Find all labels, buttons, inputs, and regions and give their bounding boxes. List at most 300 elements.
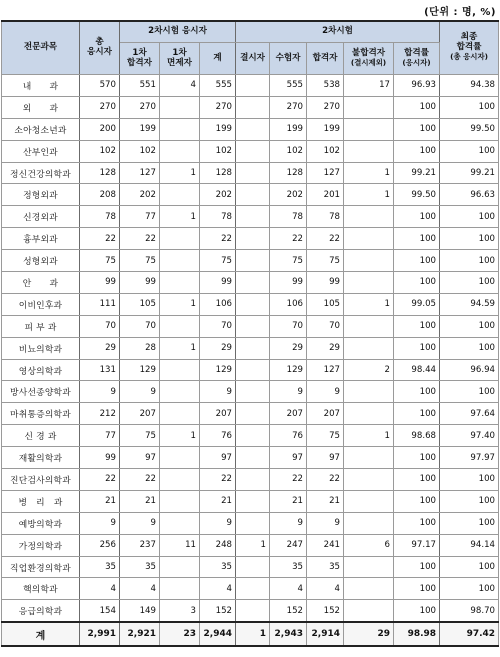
first-exempt-cell: 1 <box>160 337 200 359</box>
absent-cell <box>236 75 270 97</box>
pass-rate-cell: 100 <box>394 272 440 294</box>
total-applicants-cell: 78 <box>80 206 120 228</box>
absent-cell <box>236 447 270 469</box>
total-applicants-cell: 29 <box>80 337 120 359</box>
first-passed-cell: 77 <box>120 206 160 228</box>
first-exempt-cell <box>160 250 200 272</box>
passed-cell: 75 <box>307 250 344 272</box>
table-row <box>2 600 499 622</box>
pass-rate-cell: 99.50 <box>394 184 440 206</box>
table-row <box>2 447 499 469</box>
failed-cell <box>344 447 394 469</box>
pass-rate-cell: 100 <box>394 381 440 403</box>
header-second-applicants-group: 2차시험 응시자 <box>120 21 236 43</box>
absent-cell <box>236 250 270 272</box>
final-rate-cell: 94.59 <box>440 293 499 315</box>
department-cell: 내 과 <box>2 75 80 97</box>
failed-cell: 6 <box>344 534 394 556</box>
first-passed-cell: 199 <box>120 118 160 140</box>
absent-cell <box>236 578 270 600</box>
pass-rate-cell: 100 <box>394 469 440 491</box>
failed-cell: 1 <box>344 293 394 315</box>
table-row <box>2 315 499 337</box>
first-exempt-cell <box>160 556 200 578</box>
header-absent: 결시자 <box>236 43 270 75</box>
failed-cell <box>344 469 394 491</box>
absent-cell: 1 <box>236 534 270 556</box>
first-exempt-cell <box>160 512 200 534</box>
department-cell: 병 리 과 <box>2 490 80 512</box>
first-passed-cell: 21 <box>120 490 160 512</box>
examinees-cell: 22 <box>270 469 307 491</box>
total-applicants-cell: 4 <box>80 578 120 600</box>
header-specialty: 전문과목 <box>2 21 80 75</box>
pass-rate-cell: 100 <box>394 490 440 512</box>
examinees-cell: 247 <box>270 534 307 556</box>
final-rate-cell: 100 <box>440 96 499 118</box>
department-cell: 방사선종양학과 <box>2 381 80 403</box>
subtotal-cell: 9 <box>200 381 236 403</box>
subtotal-cell: 202 <box>200 184 236 206</box>
department-cell: 비뇨의학과 <box>2 337 80 359</box>
absent-cell <box>236 469 270 491</box>
pass-rate-cell: 100 <box>394 206 440 228</box>
total-applicants-cell: 21 <box>80 490 120 512</box>
absent-cell <box>236 293 270 315</box>
exam-results-table <box>1 20 499 647</box>
passed-cell: 127 <box>307 359 344 381</box>
total-row <box>2 622 499 646</box>
first-passed-cell: 270 <box>120 96 160 118</box>
absent-cell <box>236 337 270 359</box>
department-cell: 영상의학과 <box>2 359 80 381</box>
pass-rate-cell: 100 <box>394 578 440 600</box>
subtotal-cell: 75 <box>200 250 236 272</box>
final-rate-cell: 100 <box>440 490 499 512</box>
first-exempt-cell <box>160 272 200 294</box>
final-rate-cell: 99.50 <box>440 118 499 140</box>
final-rate-cell: 94.14 <box>440 534 499 556</box>
failed-cell <box>344 272 394 294</box>
first-exempt-cell: 1 <box>160 206 200 228</box>
table-row <box>2 359 499 381</box>
final-rate-cell: 96.94 <box>440 359 499 381</box>
final-rate-cell: 100 <box>440 206 499 228</box>
final-rate-cell: 100 <box>440 381 499 403</box>
final-rate-cell: 94.38 <box>440 75 499 97</box>
department-cell: 성형외과 <box>2 250 80 272</box>
pass-rate-cell: 100 <box>394 315 440 337</box>
department-cell: 신경외과 <box>2 206 80 228</box>
first-exempt-cell <box>160 228 200 250</box>
total-applicants-cell: 9 <box>80 381 120 403</box>
subtotal-cell: 97 <box>200 447 236 469</box>
absent-cell <box>236 206 270 228</box>
first-passed-cell: 129 <box>120 359 160 381</box>
total-applicants-cell: 70 <box>80 315 120 337</box>
examinees-cell: 78 <box>270 206 307 228</box>
examinees-cell: 9 <box>270 512 307 534</box>
first-passed-cell: 237 <box>120 534 160 556</box>
pass-rate-cell: 100 <box>394 118 440 140</box>
examinees-cell: 207 <box>270 403 307 425</box>
failed-cell <box>344 118 394 140</box>
first-exempt-cell: 23 <box>160 622 200 646</box>
total-applicants-cell: 154 <box>80 600 120 622</box>
examinees-cell: 102 <box>270 140 307 162</box>
department-cell: 계 <box>2 622 80 646</box>
failed-cell <box>344 315 394 337</box>
total-applicants-cell: 75 <box>80 250 120 272</box>
passed-cell: 21 <box>307 490 344 512</box>
header-examinees: 수험자 <box>270 43 307 75</box>
department-cell: 응급의학과 <box>2 600 80 622</box>
passed-cell: 102 <box>307 140 344 162</box>
total-applicants-cell: 99 <box>80 447 120 469</box>
subtotal-cell: 102 <box>200 140 236 162</box>
failed-cell <box>344 403 394 425</box>
examinees-cell: 22 <box>270 228 307 250</box>
total-applicants-cell: 131 <box>80 359 120 381</box>
department-cell: 핵의학과 <box>2 578 80 600</box>
examinees-cell: 555 <box>270 75 307 97</box>
passed-cell: 201 <box>307 184 344 206</box>
pass-rate-cell: 98.44 <box>394 359 440 381</box>
final-rate-cell: 100 <box>440 512 499 534</box>
examinees-cell: 129 <box>270 359 307 381</box>
final-rate-cell: 100 <box>440 315 499 337</box>
final-rate-cell: 100 <box>440 250 499 272</box>
department-cell: 재활의학과 <box>2 447 80 469</box>
absent-cell <box>236 556 270 578</box>
pass-rate-cell: 100 <box>394 403 440 425</box>
table-row <box>2 140 499 162</box>
passed-cell: 199 <box>307 118 344 140</box>
header-first-passed: 1차 합격자 <box>120 43 160 75</box>
absent-cell <box>236 184 270 206</box>
table-row <box>2 293 499 315</box>
department-cell: 정형외과 <box>2 184 80 206</box>
pass-rate-cell: 100 <box>394 512 440 534</box>
failed-cell <box>344 250 394 272</box>
first-passed-cell: 70 <box>120 315 160 337</box>
first-passed-cell: 127 <box>120 162 160 184</box>
first-exempt-cell <box>160 315 200 337</box>
first-passed-cell: 105 <box>120 293 160 315</box>
pass-rate-cell: 97.17 <box>394 534 440 556</box>
subtotal-cell: 35 <box>200 556 236 578</box>
table-row <box>2 512 499 534</box>
department-cell: 산부인과 <box>2 140 80 162</box>
absent-cell <box>236 228 270 250</box>
absent-cell <box>236 425 270 447</box>
total-applicants-cell: 200 <box>80 118 120 140</box>
department-cell: 예방의학과 <box>2 512 80 534</box>
pass-rate-cell: 100 <box>394 556 440 578</box>
header-passed: 합격자 <box>307 43 344 75</box>
failed-cell <box>344 140 394 162</box>
examinees-cell: 106 <box>270 293 307 315</box>
first-passed-cell: 75 <box>120 425 160 447</box>
pass-rate-cell: 98.68 <box>394 425 440 447</box>
passed-cell: 29 <box>307 337 344 359</box>
absent-cell <box>236 272 270 294</box>
subtotal-cell: 76 <box>200 425 236 447</box>
passed-cell: 35 <box>307 556 344 578</box>
first-exempt-cell <box>160 490 200 512</box>
first-exempt-cell <box>160 578 200 600</box>
examinees-cell: 152 <box>270 600 307 622</box>
absent-cell <box>236 315 270 337</box>
subtotal-cell: 9 <box>200 512 236 534</box>
total-applicants-cell: 208 <box>80 184 120 206</box>
first-passed-cell: 551 <box>120 75 160 97</box>
pass-rate-cell: 100 <box>394 228 440 250</box>
absent-cell <box>236 96 270 118</box>
examinees-cell: 97 <box>270 447 307 469</box>
failed-cell <box>344 600 394 622</box>
failed-cell <box>344 206 394 228</box>
final-rate-cell: 98.70 <box>440 600 499 622</box>
total-applicants-cell: 77 <box>80 425 120 447</box>
final-rate-cell: 100 <box>440 228 499 250</box>
first-passed-cell: 207 <box>120 403 160 425</box>
table-row <box>2 337 499 359</box>
table-row <box>2 425 499 447</box>
pass-rate-cell: 100 <box>394 447 440 469</box>
table-row <box>2 162 499 184</box>
final-rate-cell: 100 <box>440 556 499 578</box>
failed-cell <box>344 512 394 534</box>
absent-cell <box>236 140 270 162</box>
first-passed-cell: 102 <box>120 140 160 162</box>
department-cell: 신 경 과 <box>2 425 80 447</box>
header-final-rate: 최종 합격률 (총 응시자) <box>440 21 499 75</box>
failed-cell <box>344 337 394 359</box>
header-second-exam-group: 2차시험 <box>236 21 440 43</box>
passed-cell: 22 <box>307 469 344 491</box>
department-cell: 흉부외과 <box>2 228 80 250</box>
final-rate-cell: 100 <box>440 272 499 294</box>
table-row <box>2 490 499 512</box>
passed-cell: 70 <box>307 315 344 337</box>
subtotal-cell: 29 <box>200 337 236 359</box>
table-body <box>2 75 499 647</box>
subtotal-cell: 22 <box>200 469 236 491</box>
total-applicants-cell: 212 <box>80 403 120 425</box>
pass-rate-cell: 100 <box>394 96 440 118</box>
table-row <box>2 534 499 556</box>
subtotal-cell: 207 <box>200 403 236 425</box>
examinees-cell: 9 <box>270 381 307 403</box>
first-exempt-cell: 1 <box>160 162 200 184</box>
final-rate-cell: 97.40 <box>440 425 499 447</box>
final-rate-cell: 100 <box>440 578 499 600</box>
examinees-cell: 199 <box>270 118 307 140</box>
passed-cell: 78 <box>307 206 344 228</box>
passed-cell: 97 <box>307 447 344 469</box>
table-row <box>2 381 499 403</box>
table-row <box>2 184 499 206</box>
passed-cell: 4 <box>307 578 344 600</box>
first-exempt-cell <box>160 118 200 140</box>
absent-cell <box>236 490 270 512</box>
first-exempt-cell <box>160 359 200 381</box>
subtotal-cell: 199 <box>200 118 236 140</box>
first-passed-cell: 149 <box>120 600 160 622</box>
table-row <box>2 228 499 250</box>
pass-rate-cell: 100 <box>394 337 440 359</box>
first-exempt-cell: 3 <box>160 600 200 622</box>
unit-note: (단위 : 명, %) <box>424 7 496 18</box>
department-cell: 마취통증의학과 <box>2 403 80 425</box>
table-row <box>2 118 499 140</box>
examinees-cell: 270 <box>270 96 307 118</box>
first-passed-cell: 75 <box>120 250 160 272</box>
first-exempt-cell <box>160 96 200 118</box>
failed-cell: 17 <box>344 75 394 97</box>
pass-rate-cell: 99.21 <box>394 162 440 184</box>
header-first-exempt: 1차 면제자 <box>160 43 200 75</box>
passed-cell: 9 <box>307 381 344 403</box>
department-cell: 소아청소년과 <box>2 118 80 140</box>
examinees-cell: 70 <box>270 315 307 337</box>
absent-cell <box>236 600 270 622</box>
absent-cell <box>236 403 270 425</box>
failed-cell <box>344 228 394 250</box>
examinees-cell: 4 <box>270 578 307 600</box>
failed-cell: 1 <box>344 425 394 447</box>
subtotal-cell: 70 <box>200 315 236 337</box>
failed-cell <box>344 490 394 512</box>
first-exempt-cell <box>160 381 200 403</box>
final-rate-cell: 97.97 <box>440 447 499 469</box>
first-exempt-cell <box>160 140 200 162</box>
first-exempt-cell <box>160 403 200 425</box>
department-cell: 직업환경의학과 <box>2 556 80 578</box>
total-applicants-cell: 102 <box>80 140 120 162</box>
final-rate-cell: 97.64 <box>440 403 499 425</box>
subtotal-cell: 128 <box>200 162 236 184</box>
first-passed-cell: 9 <box>120 381 160 403</box>
failed-cell: 29 <box>344 622 394 646</box>
first-passed-cell: 22 <box>120 228 160 250</box>
table-row <box>2 556 499 578</box>
failed-cell: 1 <box>344 184 394 206</box>
department-cell: 정신건강의학과 <box>2 162 80 184</box>
failed-cell: 2 <box>344 359 394 381</box>
department-cell: 가정의학과 <box>2 534 80 556</box>
absent-cell <box>236 381 270 403</box>
passed-cell: 127 <box>307 162 344 184</box>
first-passed-cell: 9 <box>120 512 160 534</box>
table-row <box>2 469 499 491</box>
passed-cell: 99 <box>307 272 344 294</box>
table-row <box>2 206 499 228</box>
first-passed-cell: 4 <box>120 578 160 600</box>
passed-cell: 270 <box>307 96 344 118</box>
subtotal-cell: 248 <box>200 534 236 556</box>
total-applicants-cell: 270 <box>80 96 120 118</box>
department-cell: 진단검사의학과 <box>2 469 80 491</box>
final-rate-cell: 96.63 <box>440 184 499 206</box>
first-exempt-cell <box>160 447 200 469</box>
pass-rate-cell: 96.93 <box>394 75 440 97</box>
examinees-cell: 35 <box>270 556 307 578</box>
first-passed-cell: 202 <box>120 184 160 206</box>
subtotal-cell: 106 <box>200 293 236 315</box>
first-passed-cell: 99 <box>120 272 160 294</box>
total-applicants-cell: 256 <box>80 534 120 556</box>
table-row <box>2 250 499 272</box>
first-exempt-cell: 4 <box>160 75 200 97</box>
subtotal-cell: 129 <box>200 359 236 381</box>
subtotal-cell: 99 <box>200 272 236 294</box>
final-rate-cell: 100 <box>440 140 499 162</box>
absent-cell: 1 <box>236 622 270 646</box>
examinees-cell: 75 <box>270 250 307 272</box>
department-cell: 이비인후과 <box>2 293 80 315</box>
total-applicants-cell: 570 <box>80 75 120 97</box>
total-applicants-cell: 22 <box>80 228 120 250</box>
total-applicants-cell: 22 <box>80 469 120 491</box>
header-subtotal: 계 <box>200 43 236 75</box>
subtotal-cell: 21 <box>200 490 236 512</box>
absent-cell <box>236 118 270 140</box>
department-cell: 피 부 과 <box>2 315 80 337</box>
first-exempt-cell: 1 <box>160 293 200 315</box>
total-applicants-cell: 128 <box>80 162 120 184</box>
pass-rate-cell: 100 <box>394 250 440 272</box>
table-row <box>2 578 499 600</box>
pass-rate-cell: 100 <box>394 140 440 162</box>
passed-cell: 22 <box>307 228 344 250</box>
header-failed: 불합격자 (결시제외) <box>344 43 394 75</box>
first-exempt-cell <box>160 469 200 491</box>
examinees-cell: 2,943 <box>270 622 307 646</box>
first-exempt-cell: 11 <box>160 534 200 556</box>
failed-cell <box>344 381 394 403</box>
first-passed-cell: 35 <box>120 556 160 578</box>
passed-cell: 152 <box>307 600 344 622</box>
total-applicants-cell: 111 <box>80 293 120 315</box>
table-row <box>2 272 499 294</box>
passed-cell: 75 <box>307 425 344 447</box>
failed-cell: 1 <box>344 162 394 184</box>
subtotal-cell: 152 <box>200 600 236 622</box>
total-applicants-cell: 2,991 <box>80 622 120 646</box>
first-exempt-cell <box>160 184 200 206</box>
subtotal-cell: 2,944 <box>200 622 236 646</box>
pass-rate-cell: 98.98 <box>394 622 440 646</box>
absent-cell <box>236 512 270 534</box>
absent-cell <box>236 359 270 381</box>
passed-cell: 105 <box>307 293 344 315</box>
final-rate-cell: 97.42 <box>440 622 499 646</box>
examinees-cell: 76 <box>270 425 307 447</box>
examinees-cell: 99 <box>270 272 307 294</box>
passed-cell: 2,914 <box>307 622 344 646</box>
table-row <box>2 403 499 425</box>
header-pass-rate: 합격률 (응시자) <box>394 43 440 75</box>
failed-cell <box>344 96 394 118</box>
department-cell: 외 과 <box>2 96 80 118</box>
examinees-cell: 29 <box>270 337 307 359</box>
passed-cell: 9 <box>307 512 344 534</box>
table-header <box>2 21 499 75</box>
examinees-cell: 21 <box>270 490 307 512</box>
passed-cell: 241 <box>307 534 344 556</box>
